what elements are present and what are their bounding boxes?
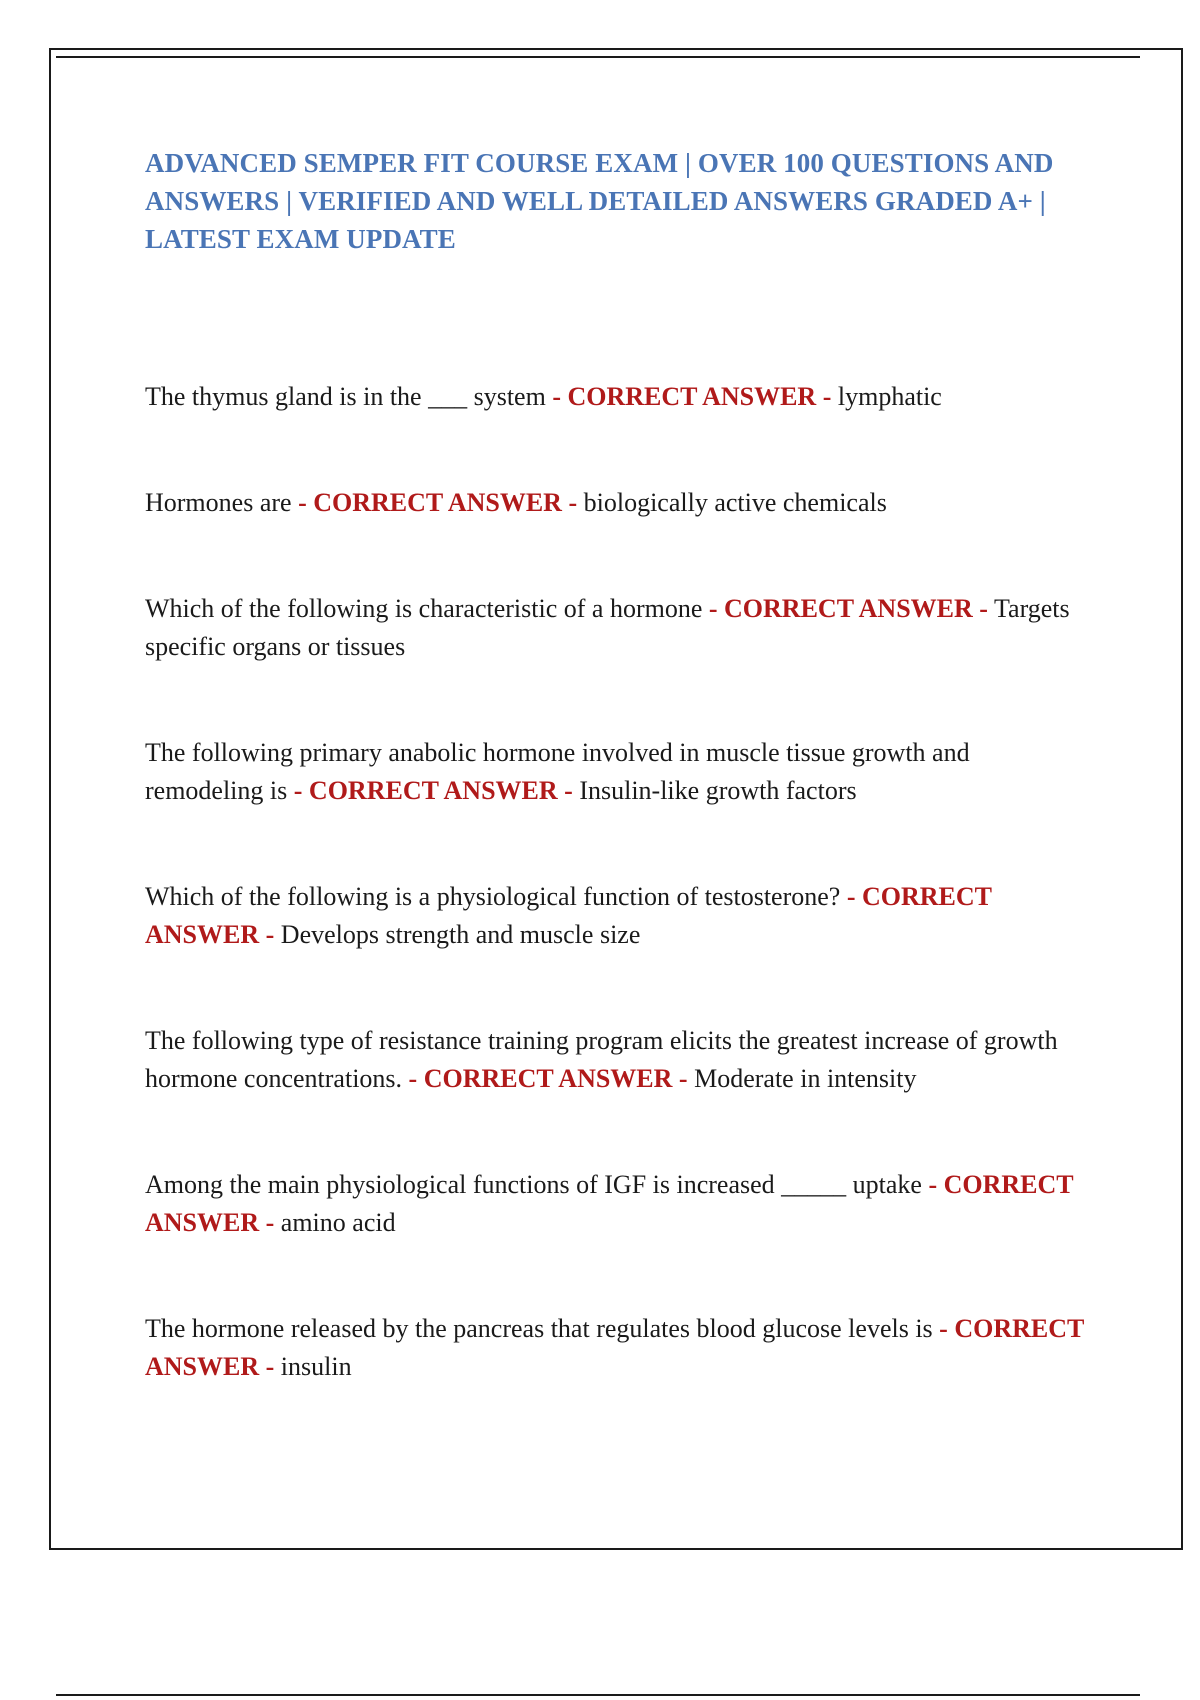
answer-text: insulin — [280, 1352, 352, 1381]
answer-text: biologically active chemicals — [583, 488, 887, 517]
correct-answer-marker: - CORRECT ANSWER - — [145, 1170, 1074, 1237]
answer-text: Moderate in intensity — [694, 1064, 917, 1093]
question-text: The following primary anabolic hormone involved in muscle tissue growth and remodeling is — [145, 738, 970, 805]
correct-answer-marker: - CORRECT ANSWER - — [293, 776, 573, 805]
question-text: Hormones are — [145, 488, 292, 517]
answer-text: lymphatic — [837, 382, 942, 411]
question-text: The hormone released by the pancreas that regulates blood glucose levels is — [145, 1314, 933, 1343]
question-text: The following type of resistance training program elicits the greatest increase of growth hormone concentrations. — [145, 1026, 1058, 1093]
question-text: The thymus gland is in the ___ system — [145, 382, 546, 411]
qa-item — [145, 734, 1085, 810]
qa-item — [145, 878, 1085, 954]
document-title: ADVANCED SEMPER FIT COURSE EXAM | OVER 100 QUESTIONS AND ANSWERS | VERIFIED AND WELL DETAILED ANSWERS GRADED A+ | LATEST EXAM UPDATE — [145, 148, 1054, 254]
question-text: Which of the following is a physiological function of testosterone? — [145, 882, 841, 911]
qa-item — [145, 590, 1085, 666]
correct-answer-marker: - CORRECT ANSWER - — [145, 1314, 1084, 1381]
qa-list — [145, 378, 1085, 1454]
question-text: Which of the following is characteristic of a hormone — [145, 594, 703, 623]
correct-answer-marker: - CORRECT ANSWER - — [552, 382, 832, 411]
question-text: Among the main physiological functions of IGF is increased _____ uptake — [145, 1170, 922, 1199]
bottom-rule — [56, 1694, 1140, 1696]
correct-answer-marker: - CORRECT ANSWER - — [298, 488, 578, 517]
correct-answer-marker: - CORRECT ANSWER - — [708, 594, 988, 623]
qa-item — [145, 1166, 1085, 1242]
qa-item — [145, 484, 1085, 522]
answer-text: amino acid — [280, 1208, 396, 1237]
qa-item — [145, 1022, 1085, 1098]
answer-text: Targets specific organs or tissues — [145, 594, 1070, 661]
correct-answer-marker: - CORRECT ANSWER - — [408, 1064, 688, 1093]
correct-answer-marker: - CORRECT ANSWER - — [145, 882, 992, 949]
answer-text: Develops strength and muscle size — [280, 920, 641, 949]
qa-item — [145, 1310, 1085, 1386]
answer-text: Insulin-like growth factors — [579, 776, 857, 805]
qa-item — [145, 378, 1085, 416]
